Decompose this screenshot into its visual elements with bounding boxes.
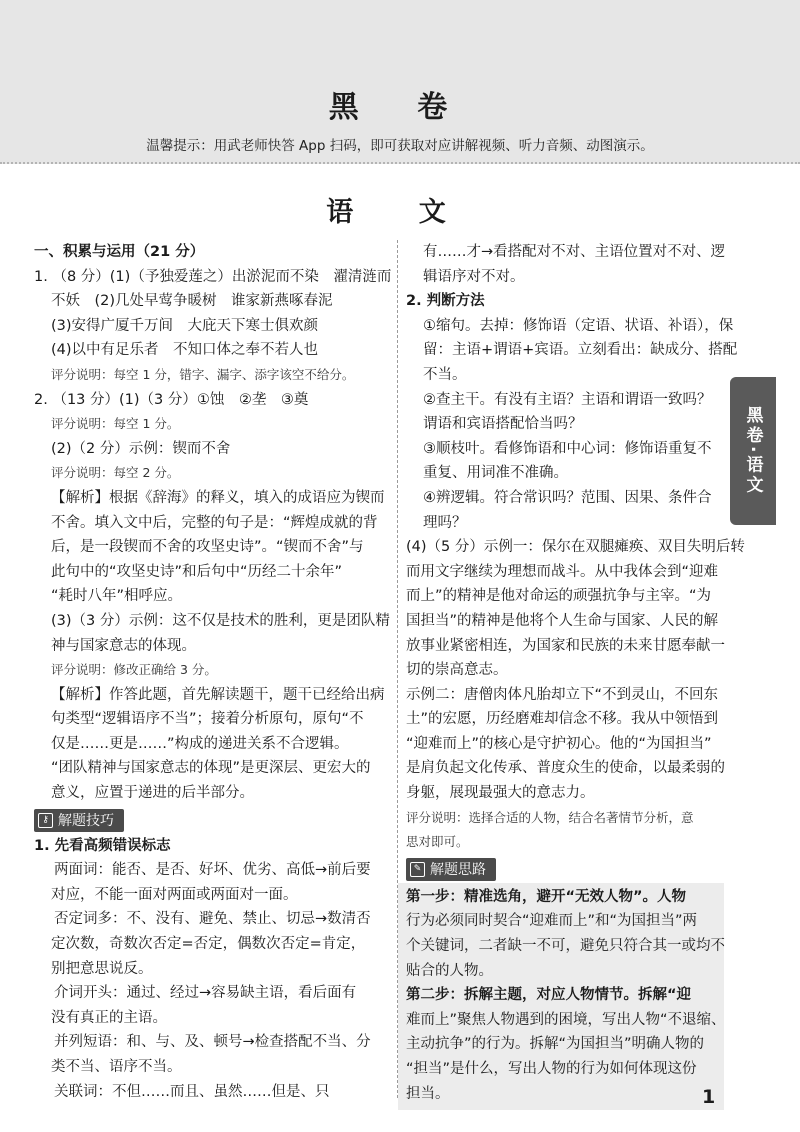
text-line: 切的崇高意志。 <box>406 662 508 679</box>
text-line: 【解析】根据《辞海》的释义，填入的成语应为锲而 <box>51 489 385 506</box>
text-line: 不舍。填入文中后，完整的句子是：“辉煌成就的背 <box>51 514 378 531</box>
scoring-note-line: 评分说明：每空 1 分。 <box>51 416 180 432</box>
text-line: 类不当、语序不当。 <box>51 1059 182 1075</box>
subject-title: 语 文 <box>326 197 474 228</box>
text-line: 并列短语：和、与、及、顿号→检查搭配不当、分 <box>54 1034 371 1051</box>
page-header <box>0 0 800 164</box>
text-line: 谓语和宾语搭配恰当吗？ <box>423 416 583 433</box>
notebook-icon: ✎ <box>410 862 425 877</box>
text-line: 定次数，奇数次否定=否定，偶数次否定=肯定， <box>51 936 366 953</box>
scoring-note-line: 评分说明：每空 2 分。 <box>51 465 180 481</box>
text-line: 不妖 (2)几处早莺争暖树 谁家新燕啄春泥 <box>51 293 333 310</box>
text-line: ①缩句。去掉：修饰语（定语、状语、补语），保 <box>423 317 734 334</box>
text-line: 句类型“逻辑语序不当”；接着分析原句，原句“不 <box>51 711 364 728</box>
side-tab-label: 黑卷·语文 <box>742 406 763 496</box>
page-number: 1 <box>702 1086 716 1108</box>
question-line: 2. 判断方法 <box>406 293 485 310</box>
scoring-note-line: 评分说明：每空 1 分，错字、漏字、添字该空不给分。 <box>51 366 355 382</box>
text-line: “团队精神与国家意志的体现”是更深层、更宏大的 <box>51 760 371 777</box>
section-tag-label: 解题思路 <box>430 862 486 879</box>
text-line: “迎难而上”的核心是守护初心。他的“为国担当” <box>406 735 712 752</box>
side-tab <box>730 377 776 525</box>
step-line: 第一步：精准选角，避开“无效人物”。人物 <box>406 888 687 905</box>
text-line: 神与国家意志的体现。 <box>51 637 196 654</box>
text-line: 一、积累与运用（21 分） <box>34 244 205 260</box>
text-line: 理吗？ <box>423 514 467 531</box>
text-line: 别把意思说反。 <box>51 960 153 977</box>
section-tag <box>406 858 496 881</box>
left-column <box>34 240 392 1104</box>
text-line: (3)安得广厦千万间 大庇天下寒士俱欢颜 <box>51 317 319 334</box>
scoring-note-line: 评分说明：修改正确给 3 分。 <box>51 662 217 678</box>
key-icon: ⚷ <box>38 813 53 828</box>
text-line: 介词开头：通过、经过→容易缺主语，看后面有 <box>54 985 357 1002</box>
text-line: (4)以中有足乐者 不知口体之奉不若人也 <box>51 342 319 359</box>
text-line: (2)（2 分）示例：锲而不舍 <box>51 440 231 457</box>
header-tip: 温馨提示：用武老师快答 App 扫码，即可获取对应讲解视频、听力音频、动图演示。 <box>146 138 654 154</box>
text-line: 重复、用词准不准确。 <box>423 465 568 482</box>
section-tag <box>34 809 124 832</box>
text-line: 而用文字继续为理想而战斗。从中我体会到“迎难 <box>406 563 719 580</box>
text-line: 难而上”聚焦人物遇到的困境，写出人物“不退缩、 <box>406 1011 726 1028</box>
right-column <box>406 240 745 1110</box>
scoring-note-line: 思对即可。 <box>406 834 469 850</box>
text-line: “担当”是什么，写出人物的行为如何体现这份 <box>406 1061 697 1077</box>
scoring-note-line: 评分说明：选择合适的人物，结合名著情节分析，意 <box>406 809 694 825</box>
text-line: 留：主语+谓语+宾语。立刻看出：缺成分、搭配 <box>423 342 738 359</box>
text-line: ②查主干。有没有主语？主语和谓语一致吗？ <box>423 391 712 408</box>
step-line: 第二步：拆解主题，对应人物情节。拆解“迎 <box>406 987 692 1004</box>
question-line: 1. （8 分）(1)（予独爱莲之）出淤泥而不染 濯清涟而 <box>34 268 392 285</box>
text-line: “耗时八年”相呼应。 <box>51 588 183 605</box>
text-line: 放事业紧密相连，为国家和民族的未来甘愿奉献一 <box>406 637 725 654</box>
solution-steps-box <box>398 883 724 1110</box>
text-line: 担当。 <box>406 1085 450 1102</box>
section-tag-label: 解题技巧 <box>58 813 114 830</box>
text-line: 否定词多：不、没有、避免、禁止、切忌→数清否 <box>54 911 371 928</box>
text-line: ③顺枝叶。看修饰语和中心词：修饰语重复不 <box>423 440 712 457</box>
text-line: 土”的宏愿，历经磨难却信念不移。我从中领悟到 <box>406 711 719 728</box>
question-line: 1. 先看高频错误标志 <box>34 837 171 854</box>
text-line: 辑语序对不对。 <box>423 268 525 285</box>
text-line: 而上”的精神是他对命运的顽强抗争与主宰。“为 <box>406 588 712 605</box>
text-line: 关联词：不但……而且、虽然……但是、只 <box>54 1083 330 1100</box>
text-line: 贴合的人物。 <box>406 962 493 979</box>
text-line: 国担当”的精神是他将个人生命与国家、人民的解 <box>406 612 719 629</box>
text-line: 【解析】作答此题，首先解读题干，题干已经给出病 <box>51 686 385 703</box>
question-line: 2. （13 分）(1)（3 分）①蚀 ②垄 ③奠 <box>34 391 309 408</box>
text-line: 有……才→看搭配对不对、主语位置对不对、逻 <box>423 244 726 260</box>
text-line: 是肩负起文化传承、普度众生的使命，以最柔弱的 <box>406 760 725 777</box>
text-line: 示例二：唐僧肉体凡胎却立下“不到灵山，不回东 <box>406 686 719 703</box>
text-line: (3)（3 分）示例：这不仅是技术的胜利，更是团队精 <box>51 612 390 629</box>
text-line: 后，是一段锲而不舍的攻坚史诗”。“锲而不舍”与 <box>51 539 364 556</box>
text-line: 主动抗争”的行为。拆解“为国担当”明确人物的 <box>406 1036 705 1053</box>
text-line: 对应，不能一面对两面或两面对一面。 <box>51 886 298 903</box>
text-line: 两面词：能否、是否、好坏、优劣、高低→前后要 <box>54 862 371 879</box>
text-line: 仅是……更是……”构成的递进关系不合逻辑。 <box>51 735 349 752</box>
text-line: 个关键词，二者缺一不可，避免只符合其一或均不 <box>406 938 725 955</box>
exam-title: 黑 卷 <box>328 90 472 125</box>
text-line: 不当。 <box>423 366 467 383</box>
text-line: 行为必须同时契合“迎难而上”和“为国担当”两 <box>406 913 698 930</box>
text-line: 身躯，展现最强大的意志力。 <box>406 785 595 802</box>
text-line: ④辨逻辑。符合常识吗？范围、因果、条件合 <box>423 489 712 506</box>
text-line: (4)（5 分）示例一：保尔在双腿瘫痪、双目失明后转 <box>406 539 745 556</box>
text-line: 没有真正的主语。 <box>51 1009 167 1026</box>
text-line: 意义，应置于递进的后半部分。 <box>51 785 254 802</box>
text-line: 此句中的“攻坚史诗”和后句中“历经二十余年” <box>51 563 343 580</box>
